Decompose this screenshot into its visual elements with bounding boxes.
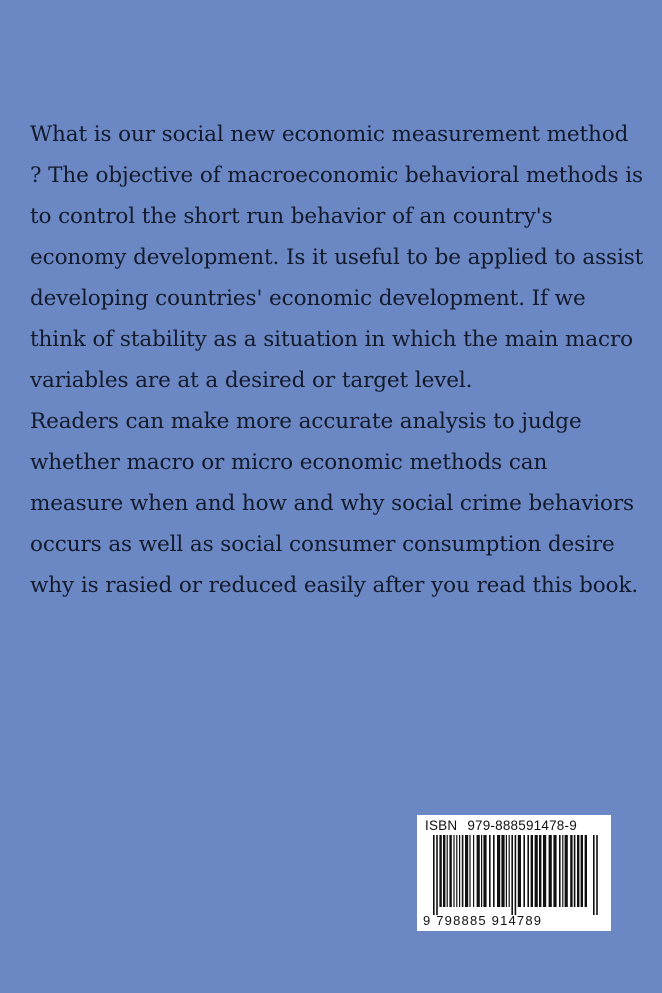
barcode-bar <box>433 835 435 915</box>
barcode-bar <box>527 835 529 907</box>
barcode-bar <box>549 835 552 907</box>
barcode-bar <box>477 835 480 907</box>
barcode-bar <box>447 835 448 907</box>
isbn-prefix: ISBN <box>425 818 458 833</box>
barcode-bar <box>559 835 561 907</box>
blurb-line: whether macro or micro economic methods can <box>30 450 548 475</box>
barcode-bar <box>593 835 595 915</box>
barcode-digits: 9 798885 914789 <box>423 913 543 928</box>
barcode-bar <box>501 835 504 907</box>
barcode-bar <box>465 835 468 907</box>
barcode-bar <box>453 835 454 907</box>
barcode-bar <box>469 835 470 907</box>
blurb-line: ? The objective of macroeconomic behavioral methods is <box>30 163 643 188</box>
blurb-line: economy development. Is it useful to be applied to assist <box>30 245 644 270</box>
back-cover-blurb <box>30 114 650 606</box>
blurb-line: why is rasied or reduced easily after you read this book. <box>30 573 639 598</box>
barcode-bar <box>523 835 525 907</box>
barcode-bar <box>497 835 500 907</box>
barcode-bar <box>562 835 563 907</box>
barcode-bar <box>456 835 457 907</box>
isbn-number: 979-888591478-9 <box>467 818 577 833</box>
barcode-bar <box>565 835 568 907</box>
isbn-label <box>425 818 577 834</box>
isbn-barcode-box <box>417 815 611 931</box>
barcode-bar <box>462 835 464 907</box>
barcode-bar <box>473 835 474 907</box>
barcode-bar <box>506 835 507 907</box>
blurb-line: developing countries' economic development. If we <box>30 286 586 311</box>
barcode-bar <box>493 835 495 907</box>
blurb-line: What is our social new economic measurement method <box>30 122 629 147</box>
barcode-bar <box>543 835 546 907</box>
barcode-bar <box>439 835 441 907</box>
barcode-bar <box>518 835 521 907</box>
blurb-line: variables are at a desired or target level. <box>30 368 473 393</box>
barcode-bar <box>577 835 579 907</box>
barcode-bar <box>449 835 451 907</box>
barcode-bar <box>489 835 491 907</box>
barcode-bar <box>535 835 538 907</box>
barcode-bar <box>483 835 486 907</box>
barcode-bar <box>570 835 572 907</box>
barcode-bar <box>531 835 533 907</box>
barcode-bar <box>539 835 541 907</box>
barcode-bar <box>585 835 587 907</box>
barcode-bar <box>459 835 460 907</box>
blurb-line: think of stability as a situation in which the main macro <box>30 327 633 352</box>
barcode-bar <box>596 835 598 915</box>
barcode-icon <box>425 835 603 915</box>
barcode-bar <box>553 835 556 907</box>
barcode-bar <box>481 835 482 907</box>
blurb-line: measure when and how and why social crime behaviors <box>30 491 634 516</box>
barcode-bar <box>581 835 583 907</box>
barcode-bar <box>443 835 445 907</box>
barcode-bar <box>515 835 517 915</box>
blurb-line: to control the short run behavior of an country's <box>30 204 553 229</box>
blurb-line: occurs as well as social consumer consumption desire <box>30 532 615 557</box>
barcode-bar <box>436 835 438 915</box>
barcode-bar <box>574 835 576 907</box>
blurb-line: Readers can make more accurate analysis to judge <box>30 409 582 434</box>
barcode-bar <box>511 835 513 915</box>
barcode-bar <box>509 835 510 907</box>
